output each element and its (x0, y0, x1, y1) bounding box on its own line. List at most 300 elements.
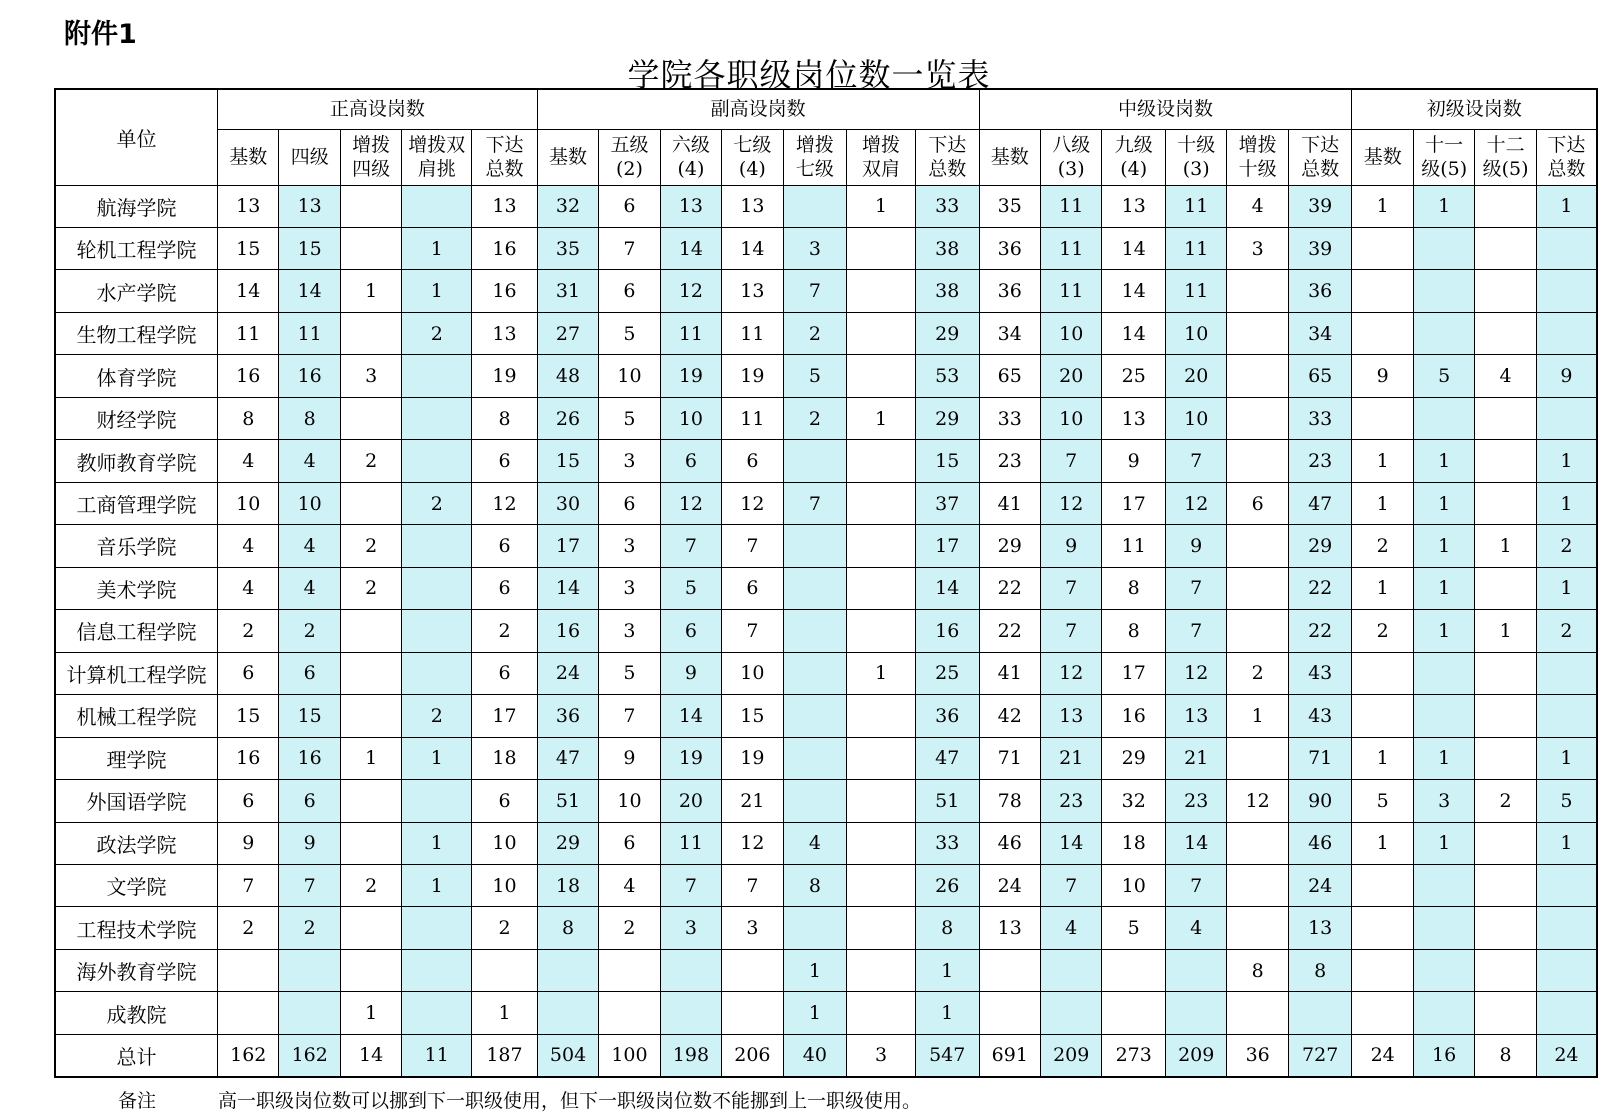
table-cell: 1 (1536, 440, 1597, 482)
table-cell (847, 865, 916, 907)
table-cell (402, 949, 472, 991)
table-row (55, 312, 1597, 354)
table-cell (847, 440, 916, 482)
table-cell: 33 (979, 397, 1040, 439)
table-cell: 33 (915, 185, 979, 227)
table-cell (847, 780, 916, 822)
table-cell (402, 440, 472, 482)
table-cell: 18 (537, 865, 598, 907)
column-header: 九级 (4) (1102, 129, 1166, 185)
table-cell: 6 (1227, 482, 1288, 524)
table-cell: 1 (1352, 822, 1413, 864)
table-cell (402, 907, 472, 949)
group-header-chuji: 初级设岗数 (1352, 89, 1597, 129)
table-cell: 10 (599, 780, 660, 822)
table-cell (1536, 695, 1597, 737)
table-cell: 8 (472, 397, 538, 439)
table-cell: 6 (218, 652, 279, 694)
table-row (55, 270, 1597, 312)
table-cell: 13 (218, 185, 279, 227)
table-cell: 9 (1041, 525, 1102, 567)
table-cell: 30 (537, 482, 598, 524)
column-header: 增拨 七级 (783, 129, 847, 185)
table-cell (402, 652, 472, 694)
table-cell: 187 (472, 1034, 538, 1077)
table-cell: 18 (472, 737, 538, 779)
table-cell (979, 949, 1040, 991)
table-row (55, 822, 1597, 864)
table-cell: 12 (1166, 652, 1227, 694)
table-cell: 10 (279, 482, 340, 524)
table-cell (847, 737, 916, 779)
table-cell (1475, 440, 1536, 482)
table-cell: 2 (340, 525, 401, 567)
attachment-label: 附件1 (64, 19, 137, 50)
table-cell: 39 (1288, 185, 1352, 227)
table-cell: 29 (915, 397, 979, 439)
table-cell: 29 (537, 822, 598, 864)
table-cell: 16 (472, 270, 538, 312)
table-cell: 4 (599, 865, 660, 907)
table-cell (722, 992, 783, 1034)
column-header: 基数 (218, 129, 279, 185)
unit-name: 生物工程学院 (55, 312, 218, 354)
table-cell: 727 (1288, 1034, 1352, 1077)
table-cell: 36 (915, 695, 979, 737)
table-cell (1536, 907, 1597, 949)
table-cell: 2 (783, 312, 847, 354)
table-cell: 8 (1227, 949, 1288, 991)
table-cell: 29 (979, 525, 1040, 567)
table-cell: 65 (1288, 355, 1352, 397)
table-cell: 19 (660, 355, 721, 397)
table-row (55, 695, 1597, 737)
table-row (55, 865, 1597, 907)
table-cell: 13 (722, 185, 783, 227)
table-cell: 11 (218, 312, 279, 354)
remark-label: 备注 (118, 1090, 157, 1112)
table-cell: 1 (847, 185, 916, 227)
table-cell: 15 (279, 695, 340, 737)
table-cell (660, 949, 721, 991)
table-cell: 16 (472, 227, 538, 269)
table-cell: 7 (1166, 865, 1227, 907)
table-cell (1536, 865, 1597, 907)
table-cell (847, 227, 916, 269)
unit-name: 机械工程学院 (55, 695, 218, 737)
unit-name: 音乐学院 (55, 525, 218, 567)
table-cell: 26 (537, 397, 598, 439)
table-cell: 6 (218, 780, 279, 822)
table-cell: 14 (1102, 227, 1166, 269)
table-row (55, 355, 1597, 397)
table-cell (1227, 567, 1288, 609)
table-cell: 3 (1413, 780, 1474, 822)
table-cell: 41 (979, 482, 1040, 524)
table-cell: 1 (1413, 525, 1474, 567)
table-cell: 11 (660, 312, 721, 354)
positions-table (54, 88, 1598, 1078)
table-cell (1352, 227, 1413, 269)
table-cell (1536, 397, 1597, 439)
table-cell: 1 (1413, 567, 1474, 609)
table-cell: 3 (599, 525, 660, 567)
column-header: 下达 总数 (915, 129, 979, 185)
table-cell: 32 (537, 185, 598, 227)
table-cell: 35 (537, 227, 598, 269)
table-cell (847, 992, 916, 1034)
table-cell: 1 (1536, 482, 1597, 524)
table-cell: 1 (1475, 525, 1536, 567)
table-cell (847, 525, 916, 567)
unit-name: 水产学院 (55, 270, 218, 312)
unit-name: 信息工程学院 (55, 610, 218, 652)
table-row (55, 992, 1597, 1034)
table-cell: 1 (472, 992, 538, 1034)
table-cell (279, 992, 340, 1034)
unit-name: 总计 (55, 1034, 218, 1077)
table-cell: 12 (722, 822, 783, 864)
table-cell (1352, 865, 1413, 907)
table-cell: 17 (915, 525, 979, 567)
table-cell: 9 (1102, 440, 1166, 482)
table-cell: 6 (599, 482, 660, 524)
table-cell: 12 (722, 482, 783, 524)
table-cell: 20 (1041, 355, 1102, 397)
group-header-zhenggao: 正高设岗数 (218, 89, 538, 129)
table-cell: 23 (1288, 440, 1352, 482)
table-cell: 17 (1102, 652, 1166, 694)
unit-header: 单位 (55, 89, 218, 185)
table-cell (722, 949, 783, 991)
table-cell: 32 (1102, 780, 1166, 822)
table-cell: 13 (1102, 397, 1166, 439)
table-cell: 21 (1041, 737, 1102, 779)
table-cell: 4 (1166, 907, 1227, 949)
table-cell: 13 (1288, 907, 1352, 949)
unit-name: 海外教育学院 (55, 949, 218, 991)
table-cell (1475, 992, 1536, 1034)
table-row (55, 567, 1597, 609)
table-cell: 10 (1041, 397, 1102, 439)
table-cell: 162 (218, 1034, 279, 1077)
table-cell: 7 (660, 525, 721, 567)
table-cell (1102, 949, 1166, 991)
table-cell: 25 (1102, 355, 1166, 397)
table-cell: 1 (402, 270, 472, 312)
table-cell: 34 (979, 312, 1040, 354)
table-cell (340, 949, 401, 991)
table-cell: 3 (847, 1034, 916, 1077)
table-cell (1475, 397, 1536, 439)
table-cell (1475, 949, 1536, 991)
table-cell: 1 (847, 397, 916, 439)
table-cell (1227, 610, 1288, 652)
table-cell: 16 (279, 355, 340, 397)
table-cell: 11 (1041, 227, 1102, 269)
table-cell: 4 (279, 440, 340, 482)
table-cell: 2 (1352, 525, 1413, 567)
table-cell: 6 (472, 440, 538, 482)
table-cell (1352, 312, 1413, 354)
table-cell: 29 (915, 312, 979, 354)
table-cell: 4 (218, 525, 279, 567)
table-cell (402, 185, 472, 227)
table-cell: 9 (1352, 355, 1413, 397)
table-cell: 1 (402, 227, 472, 269)
table-cell (1475, 822, 1536, 864)
table-cell: 6 (472, 780, 538, 822)
table-cell: 2 (218, 610, 279, 652)
column-header: 七级 (4) (722, 129, 783, 185)
table-cell (1475, 312, 1536, 354)
table-cell (340, 185, 401, 227)
table-cell (1536, 270, 1597, 312)
table-cell (783, 780, 847, 822)
table-cell (340, 822, 401, 864)
table-cell: 23 (979, 440, 1040, 482)
table-cell: 11 (1041, 270, 1102, 312)
table-cell (1227, 865, 1288, 907)
table-cell: 17 (1102, 482, 1166, 524)
table-cell (1041, 949, 1102, 991)
table-cell (783, 185, 847, 227)
table-cell: 19 (722, 355, 783, 397)
table-cell: 65 (979, 355, 1040, 397)
table-cell: 27 (537, 312, 598, 354)
table-cell: 38 (915, 270, 979, 312)
table-cell (1475, 185, 1536, 227)
table-cell (1536, 227, 1597, 269)
table-cell: 10 (472, 822, 538, 864)
table-cell: 14 (915, 567, 979, 609)
column-header: 下达 总数 (1288, 129, 1352, 185)
table-cell: 5 (1352, 780, 1413, 822)
table-cell: 47 (537, 737, 598, 779)
table-cell: 691 (979, 1034, 1040, 1077)
table-cell (847, 312, 916, 354)
unit-name: 美术学院 (55, 567, 218, 609)
table-cell (1166, 949, 1227, 991)
table-cell (847, 695, 916, 737)
table-cell: 209 (1041, 1034, 1102, 1077)
table-cell: 4 (279, 525, 340, 567)
table-cell (1227, 992, 1288, 1034)
table-cell (402, 525, 472, 567)
table-cell (1227, 525, 1288, 567)
table-cell (1227, 822, 1288, 864)
table-cell (1413, 907, 1474, 949)
table-cell (402, 355, 472, 397)
table-cell (340, 695, 401, 737)
table-cell (1536, 949, 1597, 991)
table-cell: 19 (472, 355, 538, 397)
table-cell: 1 (1413, 482, 1474, 524)
table-cell (472, 949, 538, 991)
table-cell: 2 (472, 610, 538, 652)
table-cell: 7 (1041, 865, 1102, 907)
table-cell: 43 (1288, 652, 1352, 694)
column-header: 六级 (4) (660, 129, 721, 185)
table-cell (340, 482, 401, 524)
column-header: 十级 (3) (1166, 129, 1227, 185)
unit-name: 航海学院 (55, 185, 218, 227)
column-header: 十一 级(5) (1413, 129, 1474, 185)
table-cell: 6 (660, 610, 721, 652)
table-cell: 12 (1041, 482, 1102, 524)
table-cell: 10 (1166, 312, 1227, 354)
table-cell: 6 (660, 440, 721, 482)
table-cell: 1 (402, 737, 472, 779)
table-cell: 206 (722, 1034, 783, 1077)
table-cell (979, 992, 1040, 1034)
table-cell (1041, 992, 1102, 1034)
column-header: 基数 (1352, 129, 1413, 185)
table-cell: 7 (1166, 567, 1227, 609)
table-cell: 1 (1536, 567, 1597, 609)
table-cell: 9 (660, 652, 721, 694)
table-cell (340, 610, 401, 652)
table-cell: 1 (847, 652, 916, 694)
table-cell: 11 (1166, 185, 1227, 227)
table-cell (1352, 949, 1413, 991)
column-header: 增拨 十级 (1227, 129, 1288, 185)
column-header: 下达 总数 (472, 129, 538, 185)
table-cell: 16 (279, 737, 340, 779)
table-cell (847, 907, 916, 949)
table-cell: 36 (1288, 270, 1352, 312)
table-cell (1102, 992, 1166, 1034)
table-cell (402, 567, 472, 609)
table-cell: 46 (979, 822, 1040, 864)
table-cell: 3 (722, 907, 783, 949)
table-cell (783, 907, 847, 949)
table-cell: 1 (783, 949, 847, 991)
column-header: 下达 总数 (1536, 129, 1597, 185)
table-cell: 7 (599, 695, 660, 737)
table-cell: 14 (1041, 822, 1102, 864)
table-cell: 2 (1536, 610, 1597, 652)
table-cell: 29 (1102, 737, 1166, 779)
table-cell: 43 (1288, 695, 1352, 737)
table-cell: 2 (340, 567, 401, 609)
table-cell: 5 (783, 355, 847, 397)
table-cell: 7 (783, 482, 847, 524)
table-cell (1536, 312, 1597, 354)
table-cell: 1 (340, 737, 401, 779)
table-cell: 2 (1475, 780, 1536, 822)
table-cell (1475, 652, 1536, 694)
unit-name: 理学院 (55, 737, 218, 779)
table-cell: 2 (279, 907, 340, 949)
table-cell: 1 (340, 992, 401, 1034)
table-cell: 9 (218, 822, 279, 864)
table-cell: 36 (979, 270, 1040, 312)
table-cell: 4 (218, 567, 279, 609)
table-cell: 4 (279, 567, 340, 609)
table-cell: 35 (979, 185, 1040, 227)
table-cell (1475, 567, 1536, 609)
table-cell: 20 (660, 780, 721, 822)
table-cell: 8 (783, 865, 847, 907)
table-cell: 198 (660, 1034, 721, 1077)
table-cell (1475, 907, 1536, 949)
unit-name: 财经学院 (55, 397, 218, 439)
table-cell: 47 (1288, 482, 1352, 524)
table-cell (660, 992, 721, 1034)
table-cell: 37 (915, 482, 979, 524)
table-cell: 2 (402, 482, 472, 524)
table-cell: 36 (537, 695, 598, 737)
table-cell: 1 (1352, 567, 1413, 609)
group-header-fugao: 副高设岗数 (537, 89, 979, 129)
table-cell: 42 (979, 695, 1040, 737)
table-cell: 504 (537, 1034, 598, 1077)
table-cell: 11 (279, 312, 340, 354)
table-cell: 2 (218, 907, 279, 949)
table-cell: 6 (722, 440, 783, 482)
table-cell: 1 (1413, 185, 1474, 227)
table-cell: 4 (1475, 355, 1536, 397)
table-cell: 8 (915, 907, 979, 949)
table-cell: 31 (537, 270, 598, 312)
column-header: 增拨 双肩 (847, 129, 916, 185)
table-cell: 1 (1352, 185, 1413, 227)
table-cell: 10 (722, 652, 783, 694)
table-row (55, 525, 1597, 567)
table-cell: 5 (1536, 780, 1597, 822)
table-cell (218, 949, 279, 991)
table-cell: 22 (979, 567, 1040, 609)
table-cell: 9 (279, 822, 340, 864)
table-cell: 12 (660, 482, 721, 524)
table-cell (1536, 652, 1597, 694)
table-cell: 1 (1536, 737, 1597, 779)
table-cell (402, 610, 472, 652)
table-cell: 41 (979, 652, 1040, 694)
table-cell: 1 (1536, 185, 1597, 227)
table-cell: 5 (1413, 355, 1474, 397)
table-cell: 12 (1166, 482, 1227, 524)
unit-name: 计算机工程学院 (55, 652, 218, 694)
table-cell: 33 (1288, 397, 1352, 439)
table-cell: 15 (218, 227, 279, 269)
table-cell (1413, 865, 1474, 907)
table-cell: 13 (660, 185, 721, 227)
table-cell (1475, 695, 1536, 737)
table-cell: 6 (279, 652, 340, 694)
table-cell: 6 (472, 652, 538, 694)
table-cell: 6 (722, 567, 783, 609)
unit-name: 工程技术学院 (55, 907, 218, 949)
table-cell: 21 (1166, 737, 1227, 779)
table-cell: 7 (1041, 610, 1102, 652)
table-cell: 24 (979, 865, 1040, 907)
table-cell: 10 (1166, 397, 1227, 439)
table-cell: 1 (402, 822, 472, 864)
table-cell: 7 (660, 865, 721, 907)
table-cell: 17 (537, 525, 598, 567)
table-cell: 13 (1102, 185, 1166, 227)
table-cell: 18 (1102, 822, 1166, 864)
table-cell: 1 (1413, 440, 1474, 482)
table-cell: 11 (1166, 227, 1227, 269)
table-cell: 6 (472, 525, 538, 567)
table-cell: 2 (402, 312, 472, 354)
table-cell: 3 (660, 907, 721, 949)
table-cell (340, 780, 401, 822)
page-title: 学院各职级岗位数一览表 (627, 56, 991, 94)
